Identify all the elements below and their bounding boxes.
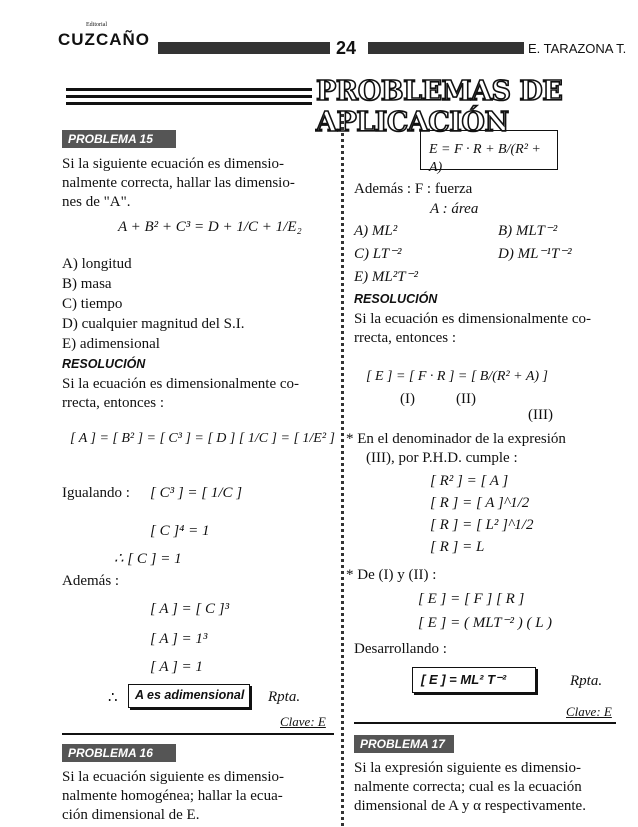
step-2-equation: [ C³ ] = [ 1/C ] <box>150 485 243 501</box>
r-step-4: [ R ] = L <box>430 539 485 555</box>
title-rule-2 <box>66 95 312 98</box>
column-divider <box>341 114 344 826</box>
label-i: (I) <box>400 391 415 407</box>
clave-rule-left <box>62 733 334 735</box>
igualando-label: Igualando : <box>62 485 130 501</box>
r-resolution-label: RESOLUCIÓN <box>354 292 438 306</box>
title-rule-1 <box>66 88 312 91</box>
label-ii: (II) <box>456 391 476 407</box>
answer-left: A es adimensional <box>135 688 245 702</box>
p15-equation: A + B² + C³ = D + 1/C + 1/E₂ <box>118 219 302 235</box>
r-step-3: [ R ] = [ L² ]^1/2 <box>430 517 534 533</box>
step-5-equation: [ A ] = [ C ]³ <box>150 601 230 617</box>
option-b: B) masa <box>62 276 112 292</box>
option-d: D) cualquier magnitud del S.I. <box>62 316 245 332</box>
equation-box-text: E = F · R + B/(R² + A) <box>429 142 541 175</box>
p16-text-3: ción dimensional de E. <box>62 807 200 823</box>
problem-15-badge: PROBLEMA 15 <box>62 130 176 148</box>
option-a: A) longitud <box>62 256 132 272</box>
page-title: PROBLEMAS DE APLICACIÓN <box>316 76 563 138</box>
e-step-1: [ E ] = [ F ] [ R ] <box>418 591 525 607</box>
de-i-ii: * De (I) y (II) : <box>346 567 437 583</box>
answer-box-right <box>412 667 536 693</box>
header-bar-left <box>158 42 330 54</box>
ademas-line-1: Además : F : fuerza <box>354 181 473 197</box>
p17-text-2: nalmente correcta; cual es la ecuación <box>354 779 582 795</box>
page-number: 24 <box>336 38 357 58</box>
problem-17-badge: PROBLEMA 17 <box>354 735 454 753</box>
e-step-2: [ E ] = ( MLT⁻² ) ( L ) <box>418 615 553 631</box>
p17-text-1: Si la expresión siguiente es dimensio- <box>354 760 582 776</box>
r-resolution-text-1: Si la ecuación es dimensionalmente co- <box>354 311 592 327</box>
step-3-equation: [ C ]⁴ = 1 <box>150 523 210 539</box>
equation-box <box>420 130 558 175</box>
step-7-equation: [ A ] = 1 <box>150 659 203 675</box>
p17-text-3: dimensional de A y α respectivamente. <box>354 798 586 814</box>
resolution-text-2: rrecta, entonces : <box>62 395 165 411</box>
r-step-2: [ R ] = [ A ]^1/2 <box>430 495 530 511</box>
author-name: E. TARAZONA T. <box>528 41 627 56</box>
logo-subtitle: Editorial <box>86 22 107 28</box>
clave-right: Clave: E <box>566 704 612 719</box>
p15-text-3: nes de "A". <box>62 194 131 210</box>
note-1: * En el denominador de la expresión <box>346 431 566 447</box>
ademas-label: Además : <box>62 573 120 589</box>
r-option-e: E) ML²T⁻² <box>354 269 418 285</box>
option-c: C) tiempo <box>62 296 123 312</box>
r-option-b: B) MLT⁻² <box>498 223 558 239</box>
resolution-label: RESOLUCIÓN <box>62 357 146 371</box>
r-step-1: [ R² ] = [ A ] <box>430 473 509 489</box>
r-resolution-text-2: rrecta, entonces : <box>354 330 457 346</box>
r-main-equation: [ E ] = [ F · R ] = [ B/(R² + A) ] <box>366 369 548 384</box>
r-option-d: D) ML⁻¹T⁻² <box>498 246 572 262</box>
step-4-equation: ∴ [ C ] = 1 <box>114 551 182 567</box>
clave-left: Clave: E <box>280 714 326 729</box>
rpta-right: Rpta. <box>570 673 603 689</box>
p16-text-2: nalmente homogénea; hallar la ecua- <box>62 788 283 804</box>
r-option-a: A) ML² <box>354 223 398 239</box>
option-e: E) adimensional <box>62 336 160 352</box>
therefore-symbol: ∴ <box>108 690 118 706</box>
label-iii: (III) <box>528 407 553 423</box>
resolution-text-1: Si la ecuación es dimensionalmente co- <box>62 376 300 392</box>
r-option-c: C) LT⁻² <box>354 246 402 262</box>
step-1-equation: [ A ] = [ B² ] = [ C³ ] = [ D ] [ 1/C ] = [ 1/E² ] <box>70 431 335 446</box>
p16-text-1: Si la ecuación siguiente es dimensio- <box>62 769 285 785</box>
step-6-equation: [ A ] = 1³ <box>150 631 208 647</box>
p15-text-1: Si la siguiente ecuación es dimensio- <box>62 156 285 172</box>
header-bar-right <box>368 42 524 54</box>
rpta-left: Rpta. <box>268 689 301 705</box>
answer-box-left <box>128 684 250 708</box>
problem-16-badge: PROBLEMA 16 <box>62 744 176 762</box>
answer-right: [ E ] = ML² T⁻² <box>421 672 507 687</box>
publisher-logo: CUZCAÑO <box>58 30 150 49</box>
p15-text-2: nalmente correcta, hallar las dimensio- <box>62 175 295 191</box>
desarrollando-label: Desarrollando : <box>354 641 447 657</box>
clave-rule-right <box>354 722 616 724</box>
ademas-line-2: A : área <box>430 201 479 217</box>
title-rule-3 <box>66 102 312 105</box>
note-2: (III), por P.H.D. cumple : <box>366 450 518 466</box>
